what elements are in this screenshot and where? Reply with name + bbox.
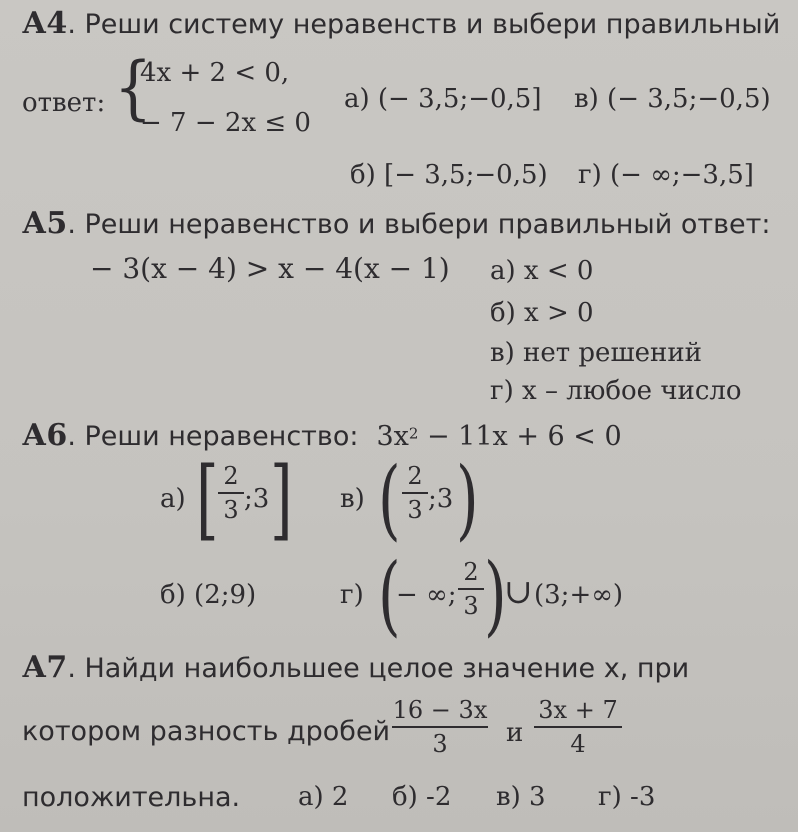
a6-expression-rest: − 11x + 6 < 0 bbox=[418, 421, 622, 452]
a6-option-b[interactable]: б) (2;9) bbox=[160, 580, 257, 610]
fraction-numerator: 2 bbox=[463, 558, 479, 586]
a7-and: и bbox=[506, 718, 524, 748]
fraction-bar bbox=[218, 492, 244, 494]
a6-option-a-upper-bound: ;3 bbox=[244, 484, 270, 514]
fraction-numerator: 2 bbox=[223, 462, 239, 490]
a6-option-v-upper-bound: ;3 bbox=[428, 484, 454, 514]
a6-option-v-fraction bbox=[402, 462, 428, 524]
fraction-numerator: 16 − 3x bbox=[392, 696, 488, 724]
fraction-bar bbox=[392, 726, 488, 728]
question-a4-header bbox=[22, 6, 780, 41]
a7-fraction-1 bbox=[392, 696, 488, 758]
a6-option-a-left-bracket: [ bbox=[196, 448, 219, 550]
fraction-denominator: 3 bbox=[223, 496, 239, 524]
a7-fraction-2 bbox=[534, 696, 622, 758]
fraction-bar bbox=[402, 492, 428, 494]
question-a6-label: А6 bbox=[22, 418, 68, 453]
a7-option-b[interactable]: б) -2 bbox=[392, 782, 452, 812]
question-a4-prompt: . Реши систему неравенств и выбери правильный bbox=[67, 9, 781, 40]
fraction-denominator: 3 bbox=[407, 496, 423, 524]
fraction-numerator: 2 bbox=[407, 462, 423, 490]
question-a5-prompt: . Реши неравенство и выбери правильный ответ: bbox=[67, 209, 771, 240]
a4-system-line-1: 4x + 2 < 0, bbox=[140, 58, 290, 88]
a6-option-v[interactable] bbox=[340, 484, 365, 514]
a4-option-b[interactable]: б) [− 3,5;−0,5) bbox=[350, 160, 548, 190]
question-a6-prompt: . Реши неравенство: bbox=[67, 421, 359, 452]
a6-option-g-tail: (3;+∞) bbox=[534, 580, 624, 610]
a6-option-a-right-bracket: ] bbox=[270, 448, 293, 550]
a5-option-v[interactable]: в) нет решений bbox=[490, 338, 702, 368]
a6-option-g[interactable] bbox=[340, 580, 364, 610]
question-a7-header bbox=[22, 650, 689, 685]
a6-option-v-right-paren: ) bbox=[456, 448, 479, 550]
a7-option-a[interactable]: а) 2 bbox=[298, 782, 349, 812]
a5-option-b[interactable]: б) x > 0 bbox=[490, 298, 594, 328]
a6-option-a-fraction bbox=[218, 462, 244, 524]
a6-option-v-letter: в) bbox=[340, 484, 365, 514]
fraction-denominator: 4 bbox=[570, 730, 586, 758]
a6-option-g-right-paren: ) bbox=[484, 544, 507, 646]
a5-option-g[interactable]: г) x – любое число bbox=[490, 376, 742, 406]
a6-option-a-letter: а) bbox=[160, 484, 186, 514]
a6-option-g-left-paren: ( bbox=[378, 544, 401, 646]
a4-answer-label: ответ: bbox=[22, 88, 106, 118]
a6-option-g-letter: г) bbox=[340, 580, 364, 610]
question-a5-header bbox=[22, 206, 770, 241]
question-a7-label: А7 bbox=[22, 650, 68, 685]
a6-option-g-neg-infinity: − ∞; bbox=[396, 580, 457, 610]
a7-line-2: котором разность дробей bbox=[22, 716, 391, 747]
a6-option-a[interactable] bbox=[160, 484, 186, 514]
a4-option-a[interactable]: а) (− 3,5;−0,5] bbox=[344, 84, 542, 114]
question-a6-header bbox=[22, 418, 622, 453]
union-icon: ∪ bbox=[504, 572, 533, 612]
fraction-bar bbox=[534, 726, 622, 728]
a6-expression-main: 3x bbox=[376, 421, 409, 452]
fraction-bar bbox=[458, 588, 484, 590]
fraction-denominator: 3 bbox=[432, 730, 448, 758]
a4-system-line-2: − 7 − 2x ≤ 0 bbox=[140, 108, 311, 138]
question-a5-label: А5 bbox=[22, 206, 68, 241]
a4-option-g[interactable]: г) (− ∞;−3,5] bbox=[578, 160, 754, 190]
question-a4-label: А4 bbox=[22, 6, 68, 41]
a4-option-v[interactable]: в) (− 3,5;−0,5) bbox=[574, 84, 771, 114]
a7-line-3: положительна. bbox=[22, 782, 241, 813]
a5-inequality: − 3(x − 4) > x − 4(x − 1) bbox=[90, 252, 450, 285]
a6-expression-power: 2 bbox=[408, 424, 419, 443]
fraction-numerator: 3x + 7 bbox=[538, 696, 618, 724]
a7-option-g[interactable]: г) -3 bbox=[598, 782, 656, 812]
a6-option-g-fraction bbox=[458, 558, 484, 620]
fraction-denominator: 3 bbox=[463, 592, 479, 620]
a6-option-v-left-paren: ( bbox=[378, 448, 401, 550]
a5-option-a[interactable]: а) x < 0 bbox=[490, 256, 594, 286]
a7-option-v[interactable]: в) 3 bbox=[496, 782, 546, 812]
question-a7-line-1: . Найди наибольшее целое значение x, при bbox=[67, 653, 690, 684]
a4-system-brace: { bbox=[114, 47, 153, 129]
